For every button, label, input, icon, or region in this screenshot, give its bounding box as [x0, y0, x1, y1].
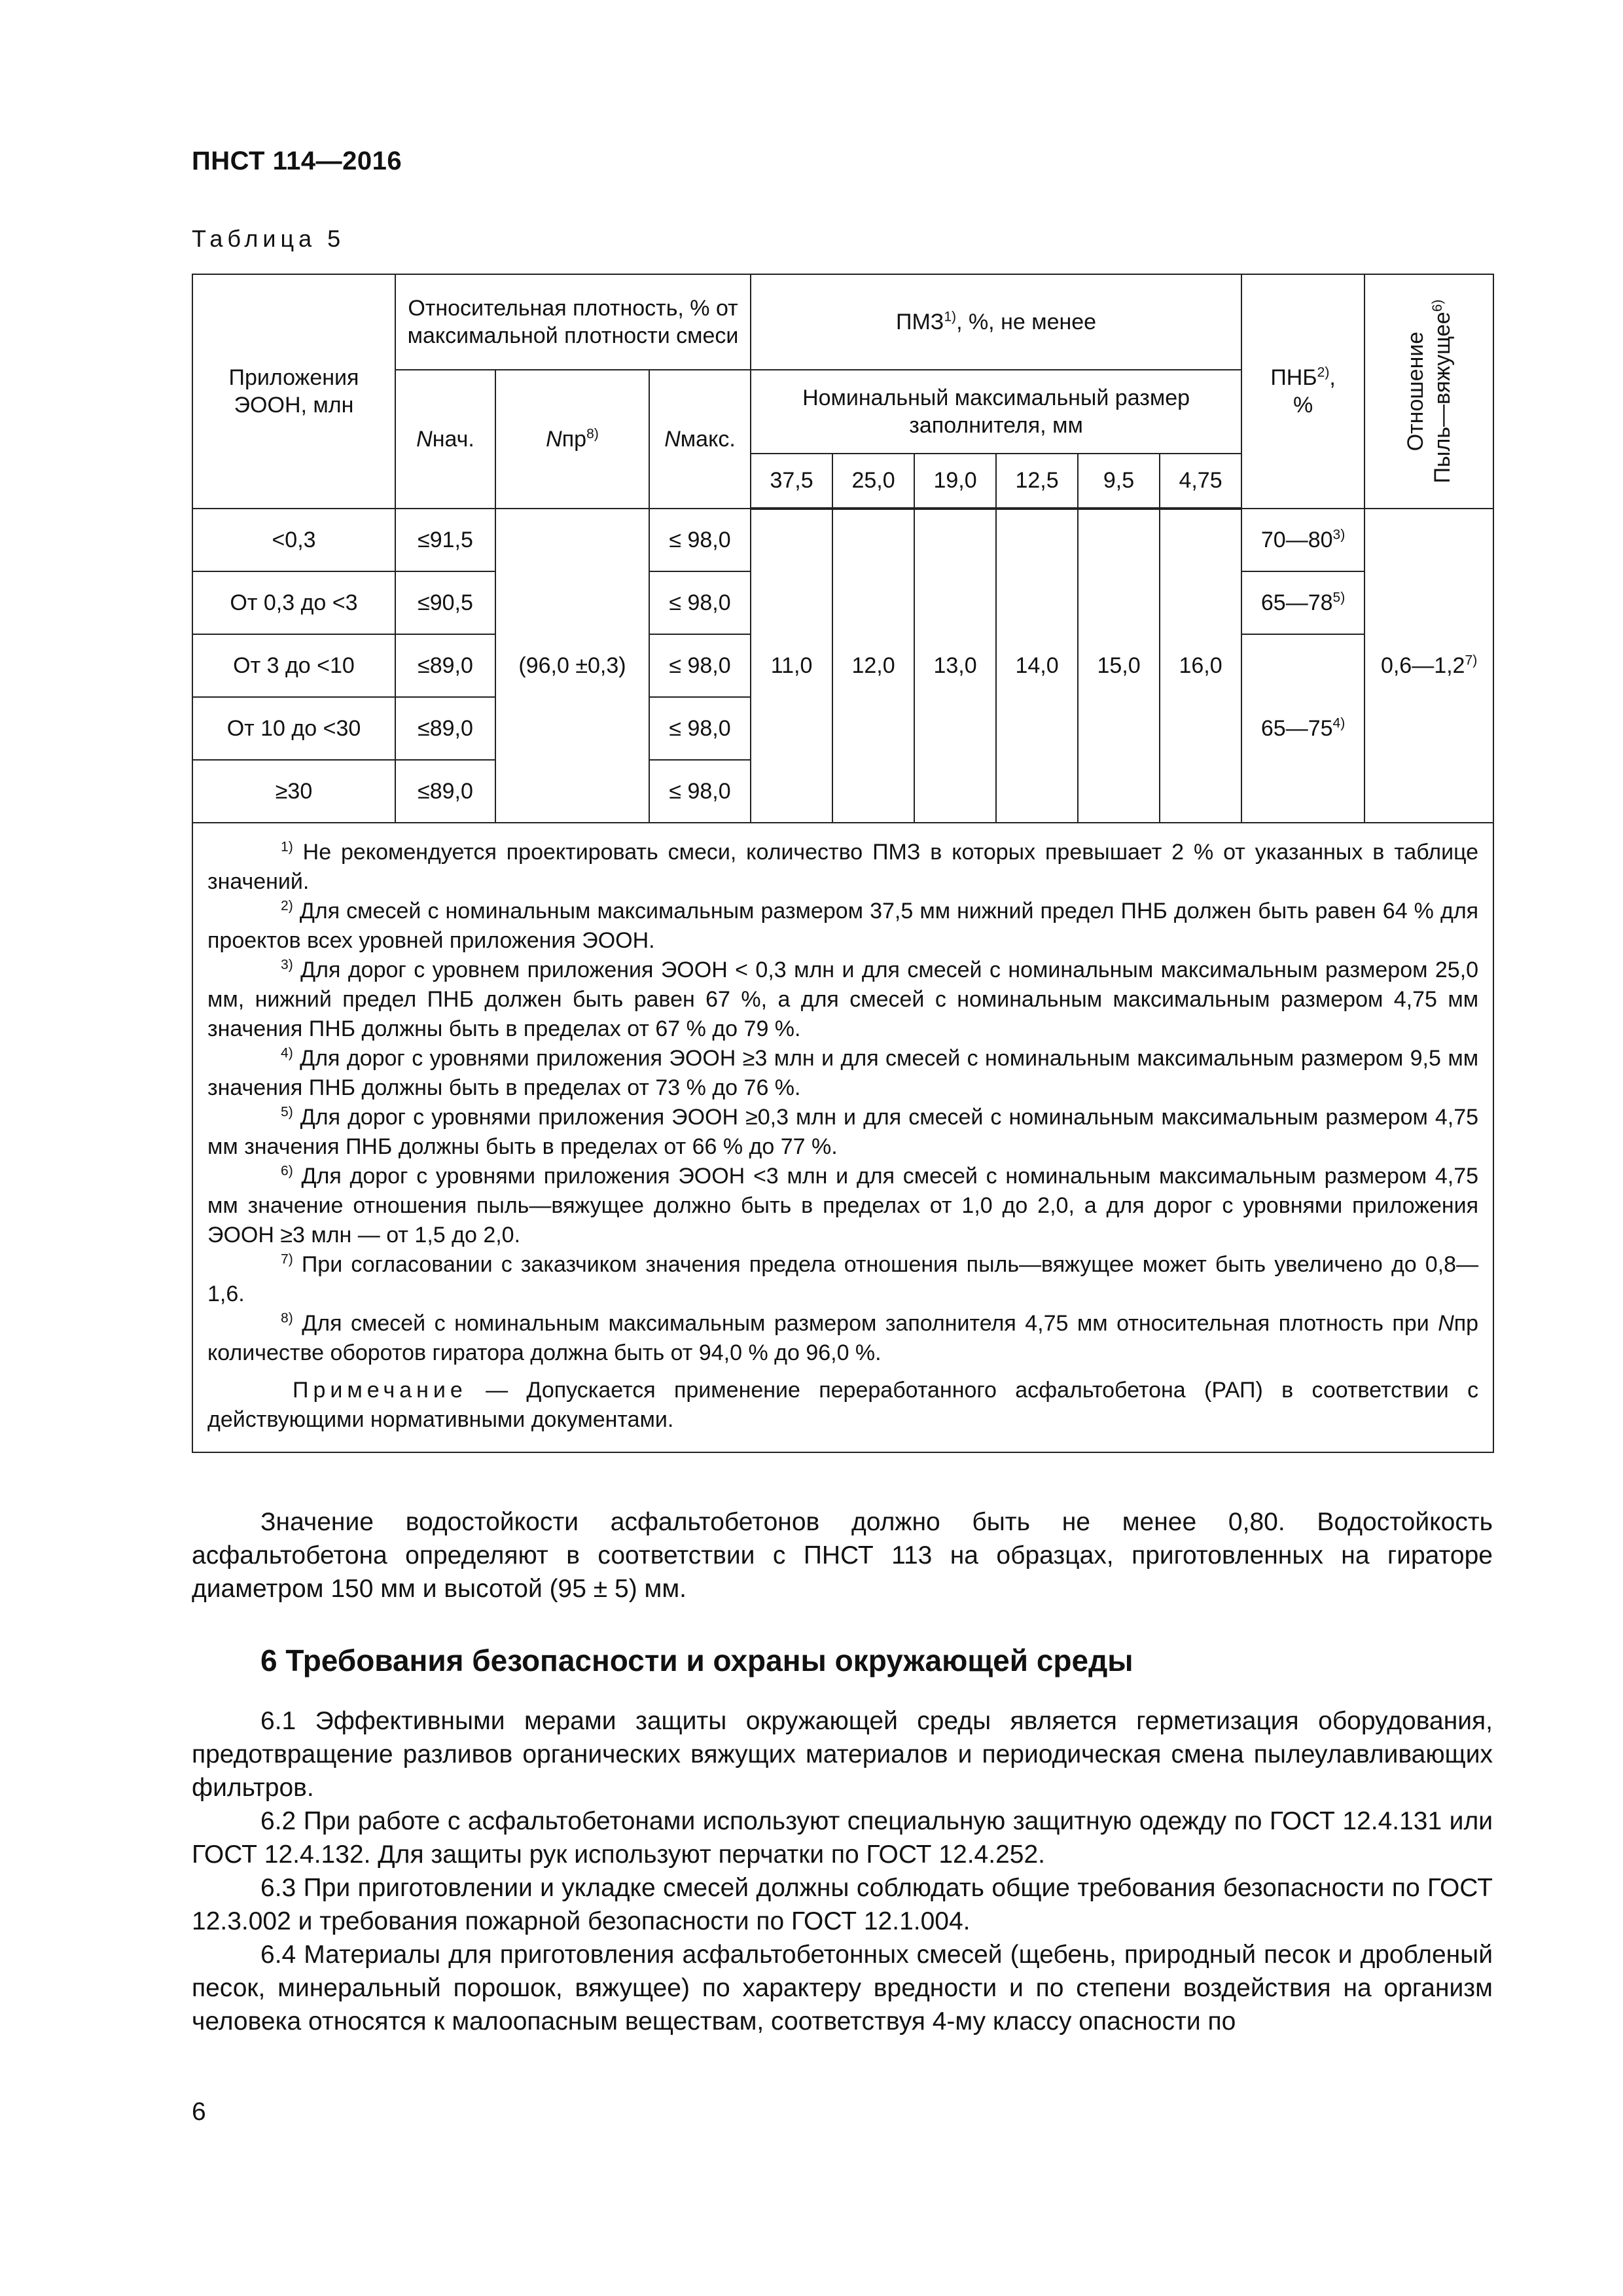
- cell-n-start: ≤89,0: [395, 697, 495, 760]
- cell-application: <0,3: [192, 509, 395, 571]
- footnote: $^{7)}$ При согласовании с заказчиком значения предела отношения пыль—вяжущее может быть увеличено до 0,8—1,6.: [207, 1251, 1479, 1306]
- header-size: 12,5: [996, 454, 1078, 509]
- cell-pnb: 65—75$^{4)}$: [1241, 634, 1364, 823]
- cell-n-start: ≤91,5: [395, 509, 495, 571]
- footnote: $^{4)}$ Для дорог с уровнями приложения ЭООН ≥3 млн и для смесей с номинальным максимальным размером 9,5 мм значения ПНБ должны быть в пределах от 73 % до 76 %.: [207, 1045, 1479, 1100]
- table-title: Таблица 5: [192, 225, 346, 252]
- cell-pmz: 15,0: [1078, 509, 1160, 823]
- header-size: 9,5: [1078, 454, 1160, 509]
- cell-n-max: ≤ 98,0: [649, 697, 751, 760]
- header-density-group: Относительная плотность, % от максимальной плотности смеси: [395, 274, 751, 370]
- cell-n-max: ≤ 98,0: [649, 760, 751, 823]
- paragraph: 6.1 Эффективными мерами защиты окружающей среды является герметизация оборудования, предотвращение разливов органических вяжущих материалов и периодическая смена пылеулавливающих фильтров.: [192, 1707, 1493, 1802]
- cell-n-max: ≤ 98,0: [649, 509, 751, 571]
- cell-n-start: ≤89,0: [395, 634, 495, 697]
- header-size: 4,75: [1160, 454, 1241, 509]
- section-title: 6 Требования безопасности и охраны окружающей среды: [260, 1643, 1133, 1677]
- footnote: $^{2)}$ Для смесей с номинальным максимальным размером 37,5 мм нижний предел ПНБ должен быть равен 64 % для проектов всех уровней приложения ЭООН.: [207, 898, 1479, 953]
- document-code: ПНСТ 114—2016: [192, 147, 402, 175]
- header-pnb: ПНБ$^{2)}$, %: [1241, 274, 1364, 509]
- footnote: $^{8)}$ Для смесей с номинальным максимальным размером заполнителя 4,75 мм относительная плотность при Nпр количестве оборотов гиратора должна быть от 94,0 % до 96,0 %.: [207, 1310, 1479, 1365]
- footnote: $^{1)}$ Не рекомендуется проектировать смеси, количество ПМЗ в которых превышает 2 % от указанных в таблице значений.: [207, 839, 1479, 894]
- water-resistance-paragraph: Значение водостойкости асфальтобетонов должно быть не менее 0,80. Водостойкость асфальтобетона определяют в соответствии с ПНСТ 113 на образцах, приготовленных на гираторе диаметром 150 мм и высотой (95 ± 5) мм.: [192, 1508, 1493, 1603]
- cell-ratio: 0,6—1,2$^{7)}$: [1364, 509, 1493, 823]
- cell-n-max: ≤ 98,0: [649, 634, 751, 697]
- table-row: [192, 509, 1493, 571]
- footnote: $^{6)}$ Для дорог с уровнями приложения ЭООН <3 млн и для смесей с номинальным максимальным размером 4,75 мм значение отношения пыль—вяжущее должно быть в пределах от 1,0 до 2,0, а для дорог с уровнями приложения ЭООН ≥3 млн — от 1,5 до 2,0.: [207, 1163, 1479, 1247]
- page-number: 6: [192, 2098, 206, 2126]
- cell-application: От 0,3 до <3: [192, 571, 395, 634]
- cell-pmz: 16,0: [1160, 509, 1241, 823]
- paragraph: 6.3 При приготовлении и укладке смесей должны соблюдать общие требования безопасности по ГОСТ 12.3.002 и требования пожарной безопасности по ГОСТ 12.1.004.: [192, 1874, 1493, 1935]
- header-n-max: Nмакс.: [649, 370, 751, 509]
- header-nominal-size: Номинальный максимальный размер заполнителя, мм: [751, 370, 1241, 454]
- footnote: $^{3)}$ Для дорог с уровнем приложения ЭООН < 0,3 млн и для смесей с номинальным максимальным размером 25,0 мм, нижний предел ПНБ должен быть равен 67 %, а для смесей с номинальным максимальным размером 4,75 мм значения ПНБ должны быть в пределах от 67 % до 79 %.: [207, 957, 1479, 1041]
- table-note: [207, 1376, 1478, 1435]
- cell-pmz: 13,0: [914, 509, 996, 823]
- cell-application: От 3 до <10: [192, 634, 395, 697]
- header-n-start: Nнач.: [395, 370, 495, 509]
- header-applications: Приложения ЭООН, млн: [192, 274, 395, 509]
- header-n-pr: Nпр$^{8)}$: [495, 370, 649, 509]
- cell-n-start: ≤90,5: [395, 571, 495, 634]
- cell-pmz: 12,0: [832, 509, 914, 823]
- header-dust-binder-ratio: Отношение Пыль—вяжущее$^{6)}$: [1364, 274, 1493, 509]
- paragraph: 6.2 При работе с асфальтобетонами используют специальную защитную одежду по ГОСТ 12.4.131 или ГОСТ 12.4.132. Для защиты рук используют перчатки по ГОСТ 12.4.252.: [192, 1807, 1493, 1869]
- cell-n-pr: (96,0 ±0,3): [495, 509, 649, 823]
- cell-pnb: 65—78$^{5)}$: [1241, 571, 1364, 634]
- header-pmz: ПМЗ$^{1)}$, %, не менее: [751, 274, 1241, 370]
- section-body: [192, 1704, 1493, 2038]
- note-text: — Допускается применение переработанного асфальтобетона (РАП) в соответствии с действующими нормативными документами.: [207, 1378, 1479, 1432]
- cell-n-max: ≤ 98,0: [649, 571, 751, 634]
- footnotes-row: [192, 823, 1493, 1452]
- footnote: $^{5)}$ Для дорог с уровнями приложения ЭООН ≥0,3 млн и для смесей с номинальным максимальным размером 4,75 мм значения ПНБ должны быть в пределах от 66 % до 77 %.: [207, 1104, 1479, 1159]
- cell-pnb: 70—80$^{3)}$: [1241, 509, 1364, 571]
- table-5: [192, 274, 1494, 1453]
- header-size: 37,5: [751, 454, 832, 509]
- cell-application: От 10 до <30: [192, 697, 395, 760]
- cell-pmz: 14,0: [996, 509, 1078, 823]
- header-size: 19,0: [914, 454, 996, 509]
- paragraph: 6.4 Материалы для приготовления асфальтобетонных смесей (щебень, природный песок и дробленый песок, минеральный порошок, вяжущее) по характеру вредности и по степени воздействия на организм человека относятся к малоопасным веществам, соответствуя 4-му классу опасности по: [192, 1941, 1493, 2036]
- cell-n-start: ≤89,0: [395, 760, 495, 823]
- header-size: 25,0: [832, 454, 914, 509]
- cell-application: ≥30: [192, 760, 395, 823]
- cell-pmz: 11,0: [751, 509, 832, 823]
- footnotes-cell: [192, 823, 1493, 1452]
- note-label: Примечание: [293, 1378, 467, 1403]
